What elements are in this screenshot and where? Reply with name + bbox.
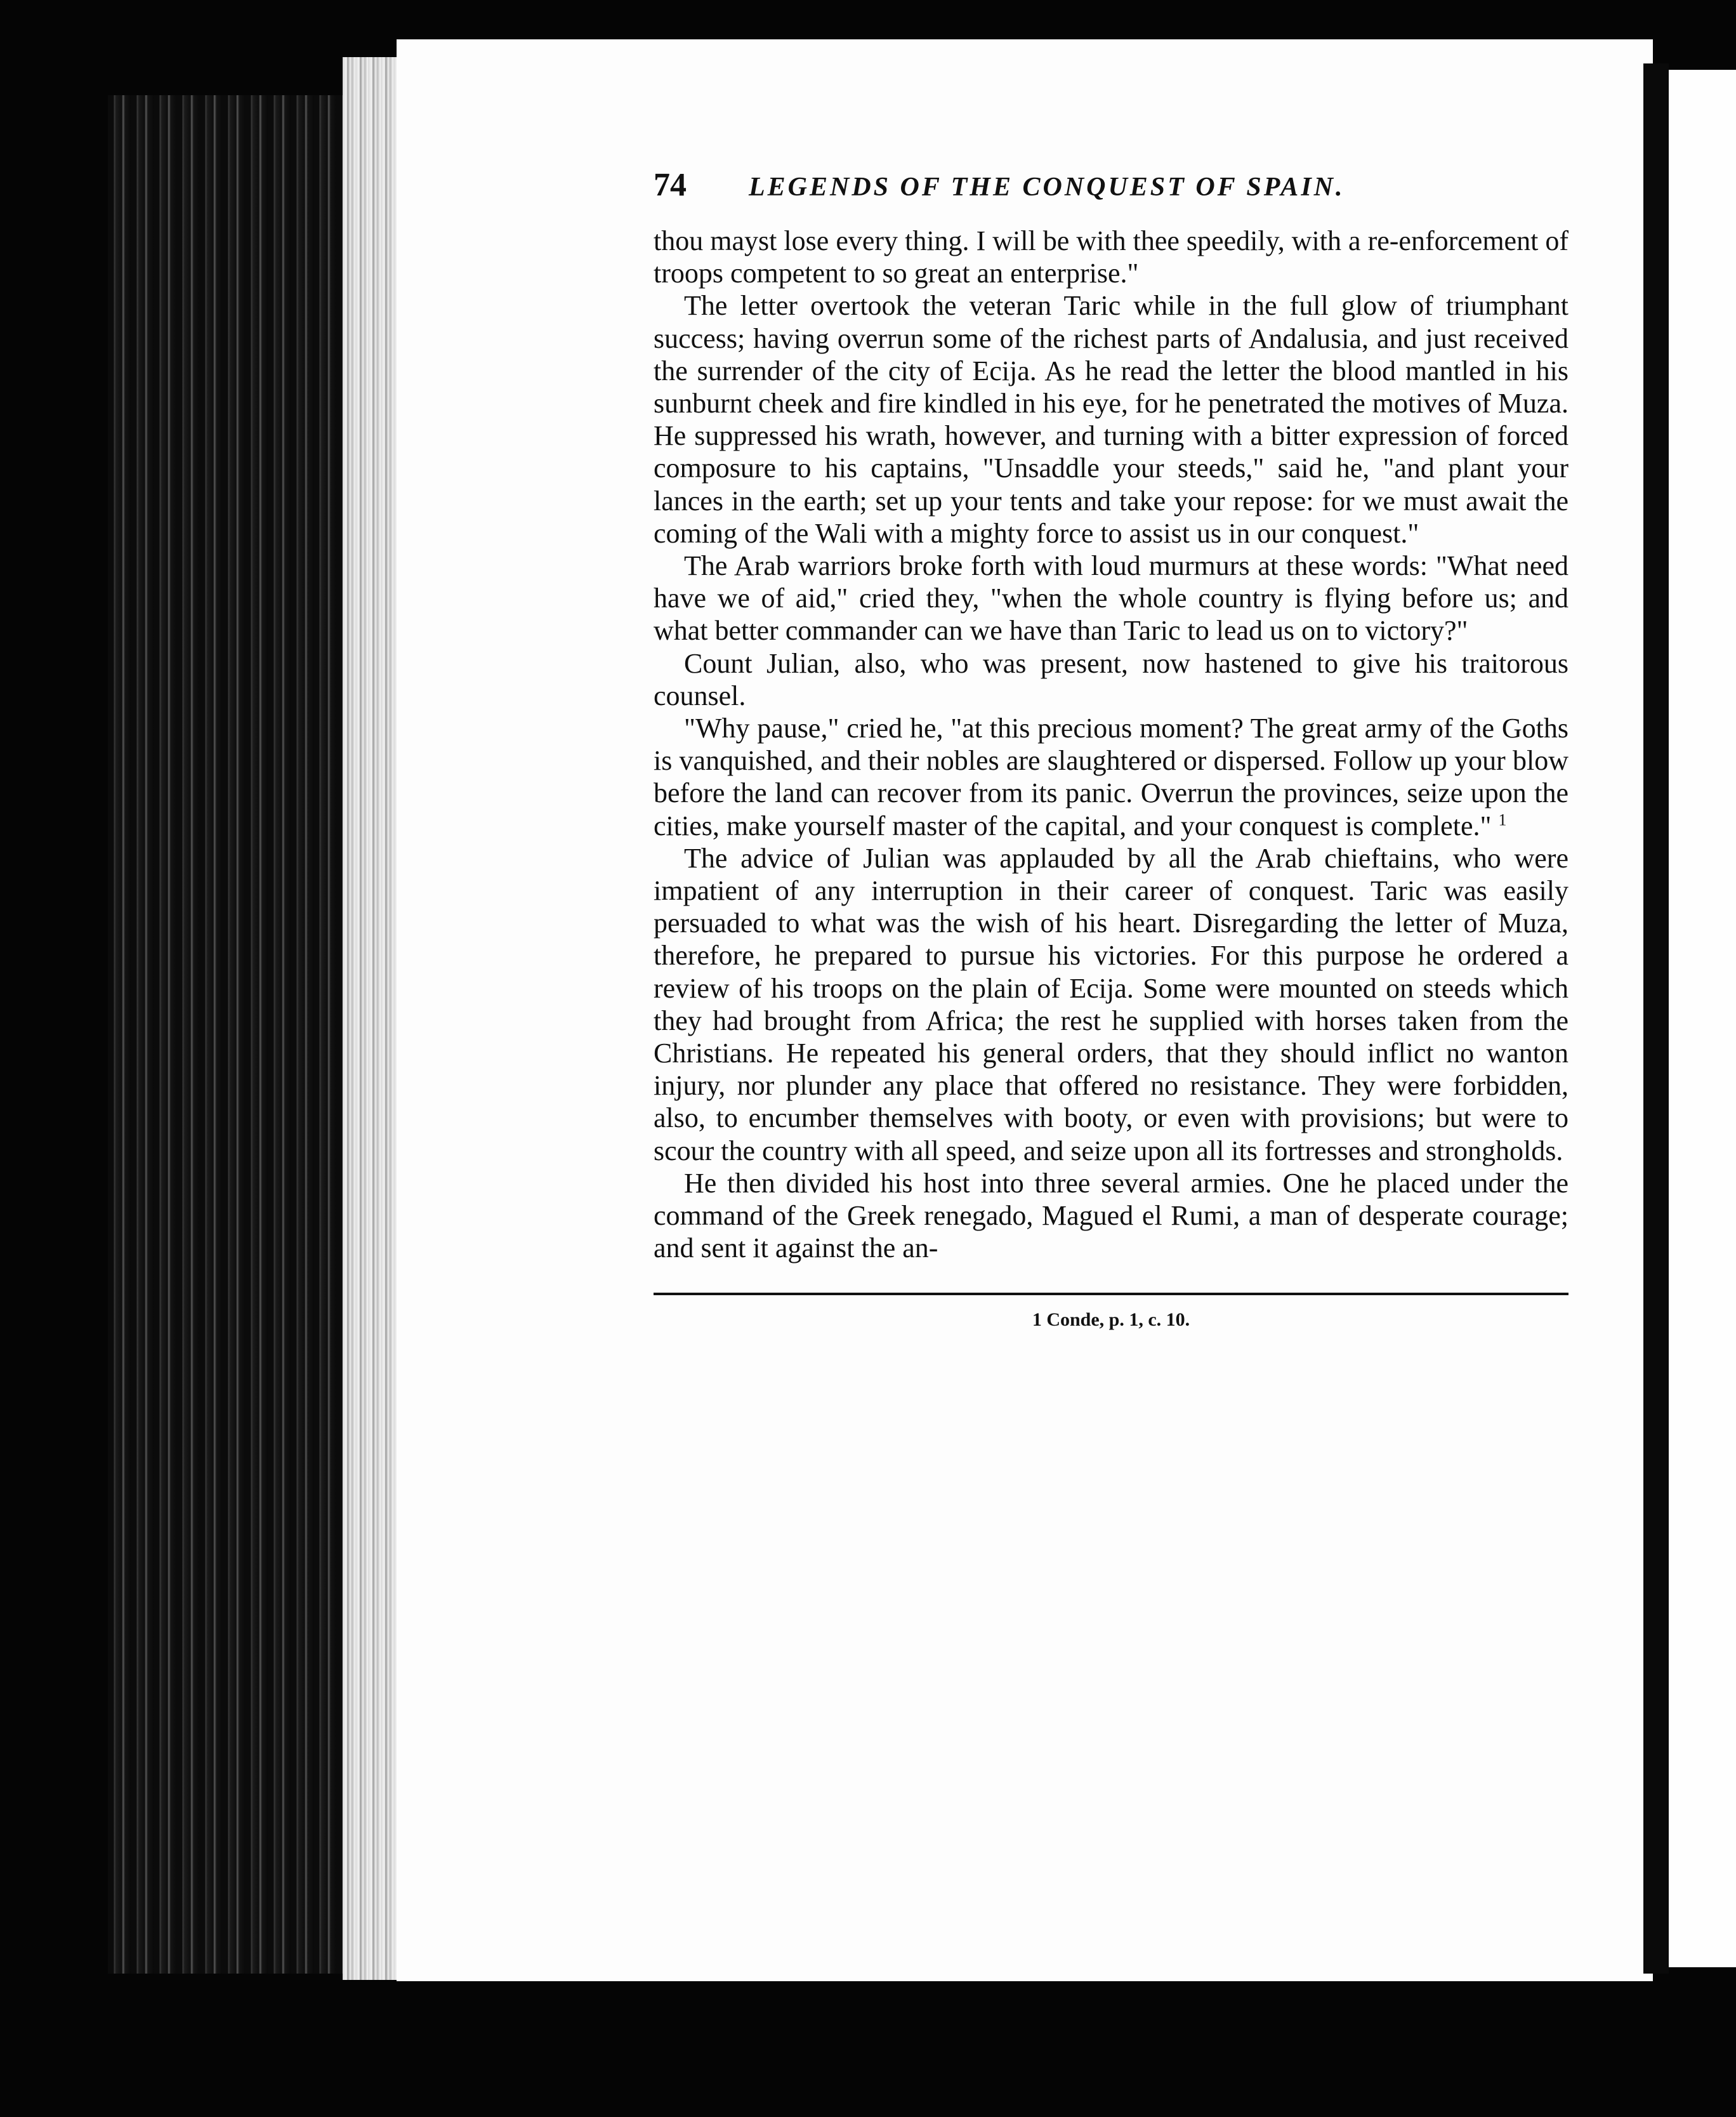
facing-page-edge bbox=[1669, 70, 1736, 1967]
paragraph: The letter overtook the veteran Taric while in the full glow of triumphant success; having overrun some of the richest parts of Andalusia, and just received the surrender of the city of Ecija. As he read the letter the blood mantled in his sunburnt cheek and fire kindled in his eye, for he penetrated the motives of Muza. He suppressed his wrath, however, and turning with a bitter expression of forced composure to his captains, "Unsaddle your steeds," said he, "and plant your lances in the earth; set up your tents and take your repose: for we must await the coming of the Wali with a mighty force to assist us in our conquest." bbox=[654, 290, 1568, 549]
gutter-shadow bbox=[1643, 63, 1669, 1974]
paragraph-with-footnote bbox=[654, 712, 1568, 842]
running-head bbox=[654, 166, 1568, 220]
footnote: 1 Conde, p. 1, c. 10. bbox=[1032, 1309, 1190, 1330]
paragraph-text: "Why pause," cried he, "at this precious moment? The great army of the Goths is vanquished, and their nobles are slaughtered or dispersed. Follow up your blow before the land can recover from its panic. Overrun the provinces, seize upon the cities, make yourself master of the capital, and your conquest is complete." bbox=[654, 713, 1568, 841]
paragraph: thou mayst lose every thing. I will be with thee speedily, with a re-enforcement of troops competent to so great an enterprise." bbox=[654, 225, 1568, 289]
page-edges bbox=[343, 57, 403, 1980]
paragraph: The advice of Julian was applauded by all the Arab chieftains, who were impatient of any interruption in their career of conquest. Taric was easily persuaded to what was the wish of his heart. Disregarding the letter of Muza, therefore, he prepared to pursue his victories. For this purpose he ordered a review of his troops on the plain of Ecija. Some were mounted on steeds which they had brought from Africa; the rest he supplied with horses taken from the Christians. He repeated his general orders, that they should inflict no wanton injury, nor plunder any place that offered no resistance. They were forbidden, also, to encumber themselves with booty, or even with provisions; but were to scour the country with all speed, and seize upon all its fortresses and strongholds. bbox=[654, 842, 1568, 1166]
body-text bbox=[654, 225, 1568, 1265]
footnote-marker: 1 bbox=[1498, 810, 1507, 829]
page-number: 74 bbox=[654, 167, 687, 203]
paragraph: Count Julian, also, who was present, now hastened to give his traitorous counsel. bbox=[654, 647, 1568, 711]
paragraph: The Arab warriors broke forth with loud murmurs at these words: "What need have we of aid," cried they, "when the whole country is flying before us; and what better commander can we have than Taric to lead us on to victory?" bbox=[654, 550, 1568, 647]
running-head-title: LEGENDS OF THE CONQUEST OF SPAIN. bbox=[749, 173, 1345, 202]
paragraph: He then divided his host into three several armies. One he placed under the command of the Greek renegado, Magued el Rumi, a man of desperate courage; and sent it against the an- bbox=[654, 1167, 1568, 1264]
text-block bbox=[654, 166, 1568, 1331]
footnote-rule bbox=[654, 1293, 1568, 1295]
